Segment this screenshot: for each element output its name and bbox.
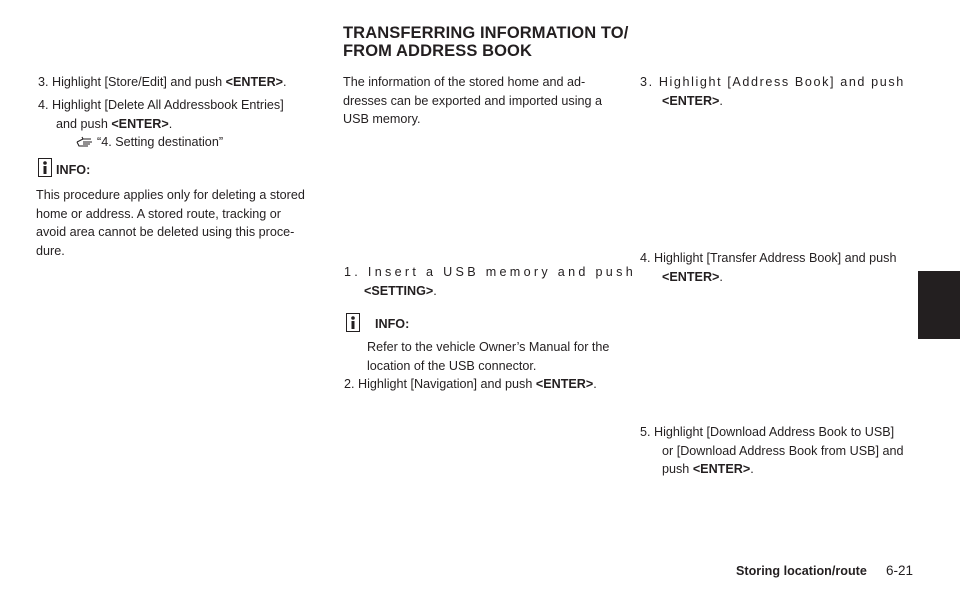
setting-key-label: <SETTING>	[364, 283, 434, 298]
step-number: 4.	[640, 251, 651, 265]
middle-step-1: 1. Insert a USB memory and push <SETTING>.	[344, 265, 637, 298]
reference-pointing-hand-icon	[76, 136, 94, 148]
left-step-4: 4. Highlight [Delete All Addressbook Entries] and push <ENTER>.	[38, 98, 284, 131]
step-text: Highlight [Store/Edit] and push	[52, 75, 223, 89]
section-heading-line2: FROM ADDRESS BOOK	[343, 42, 533, 60]
right-step-4: 4. Highlight [Transfer Address Book] and push <ENTER>.	[640, 251, 897, 284]
step-text: Highlight [Address Book] and push	[658, 75, 905, 89]
step-number: 3.	[640, 75, 654, 89]
step-text: Highlight [Download Address Book to USB]	[654, 425, 895, 439]
footer-section-title: Storing location/route	[736, 564, 867, 578]
left-step-3: 3. Highlight [Store/Edit] and push <ENTER>.	[38, 75, 287, 89]
step-text: Highlight [Delete All Addressbook Entries]	[52, 98, 284, 112]
info-label: INFO:	[56, 163, 91, 177]
step-number: 4.	[38, 98, 49, 112]
step-number: 3.	[38, 75, 49, 89]
step-text: Insert a USB memory and push	[367, 265, 637, 279]
enter-key-label: <ENTER>	[662, 93, 720, 108]
enter-key-label: <ENTER>	[225, 75, 284, 89]
reference-link-setting-destination[interactable]: “4. Setting destination”	[97, 135, 224, 149]
right-step-5: 5. Highlight [Download Address Book to USB] or [Download Address Book from USB] and push <ENTER>.	[640, 425, 904, 476]
left-info-text: This procedure applies only for deleting a stored home or address. A stored route, tracking or avoid area cannot be deleted using this proce- dure.	[36, 188, 305, 258]
info-label: INFO:	[375, 317, 410, 331]
chapter-tab	[918, 271, 960, 339]
step-text: Highlight [Transfer Address Book] and push	[654, 251, 897, 265]
page-number: 6-21	[886, 563, 914, 578]
section-heading	[343, 24, 643, 60]
middle-info-text: Refer to the vehicle Owner’s Manual for the location of the USB connector.	[367, 340, 610, 373]
step-text: Highlight [Navigation] and push	[358, 377, 533, 391]
enter-key-label: <ENTER>	[662, 269, 720, 284]
enter-key-label: <ENTER>	[111, 116, 169, 131]
step-number: 2.	[344, 377, 355, 391]
info-icon	[346, 313, 360, 332]
right-step-3: 3. Highlight [Address Book] and push <ENTER>.	[640, 75, 905, 108]
section-heading-line1: TRANSFERRING INFORMATION TO/	[343, 24, 629, 42]
step-number: 5.	[640, 425, 651, 439]
middle-step-2: 2. Highlight [Navigation] and push <ENTER>.	[344, 377, 597, 391]
step-number: 1.	[344, 265, 362, 279]
enter-key-label: <ENTER>	[535, 377, 594, 391]
middle-intro: The information of the stored home and ad- dresses can be exported and imported using a USB memory.	[343, 75, 603, 126]
enter-key-label: <ENTER>	[692, 462, 751, 476]
info-icon	[38, 158, 52, 177]
